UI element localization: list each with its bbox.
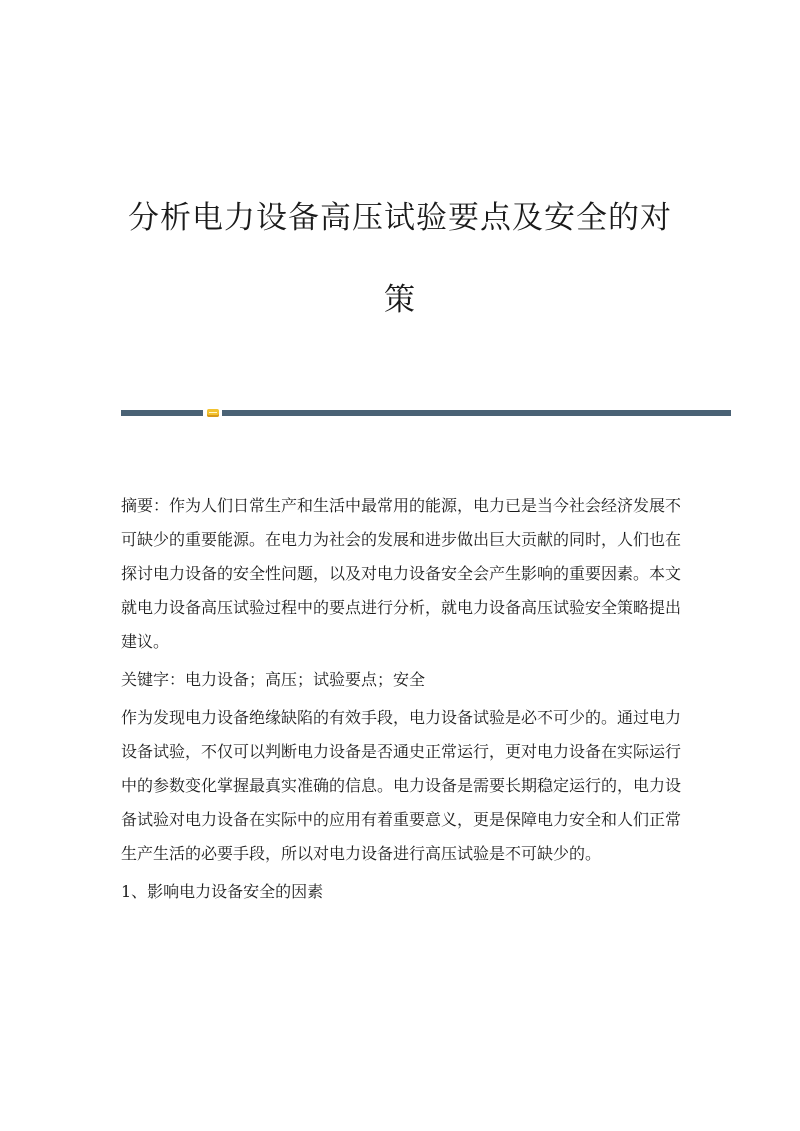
divider-ornament-icon	[207, 409, 219, 417]
title-divider	[121, 409, 731, 417]
divider-bar-right	[222, 410, 731, 416]
section-1-heading: 1、影响电力设备安全的因素	[121, 882, 324, 901]
document-title-line-2: 策	[384, 282, 416, 318]
abstract-paragraph: 摘要：作为人们日常生产和生活中最常用的能源，电力已是当今社会经济发展不可缺少的重要能源。在电力为社会的发展和进步做出巨大贡献的同时，人们也在探讨电力设备的安全性问题，以及对电力设备安全会产生影响的重要因素。本文就电力设备高压试验过程中的要点进行分析，就电力设备高压试验安全策略提出建议。	[121, 496, 682, 651]
document-body	[121, 489, 681, 913]
keywords-paragraph: 关键字：电力设备；高压；试验要点；安全	[121, 670, 426, 689]
intro-paragraph: 作为发现电力设备绝缘缺陷的有效手段，电力设备试验是必不可少的。通过电力设备试验，不仅可以判断电力设备是否通史正常运行，更对电力设备在实际运行中的参数变化掌握最真实准确的信息。电力设备是需要长期稳定运行的，电力设备试验对电力设备在实际中的应用有着重要意义，更是保障电力安全和人们正常生产生活的必要手段，所以对电力设备进行高压试验是不可缺少的。	[121, 708, 682, 863]
document-title-line-1: 分析电力设备高压试验要点及安全的对	[128, 200, 672, 236]
divider-bar-left	[121, 410, 203, 416]
